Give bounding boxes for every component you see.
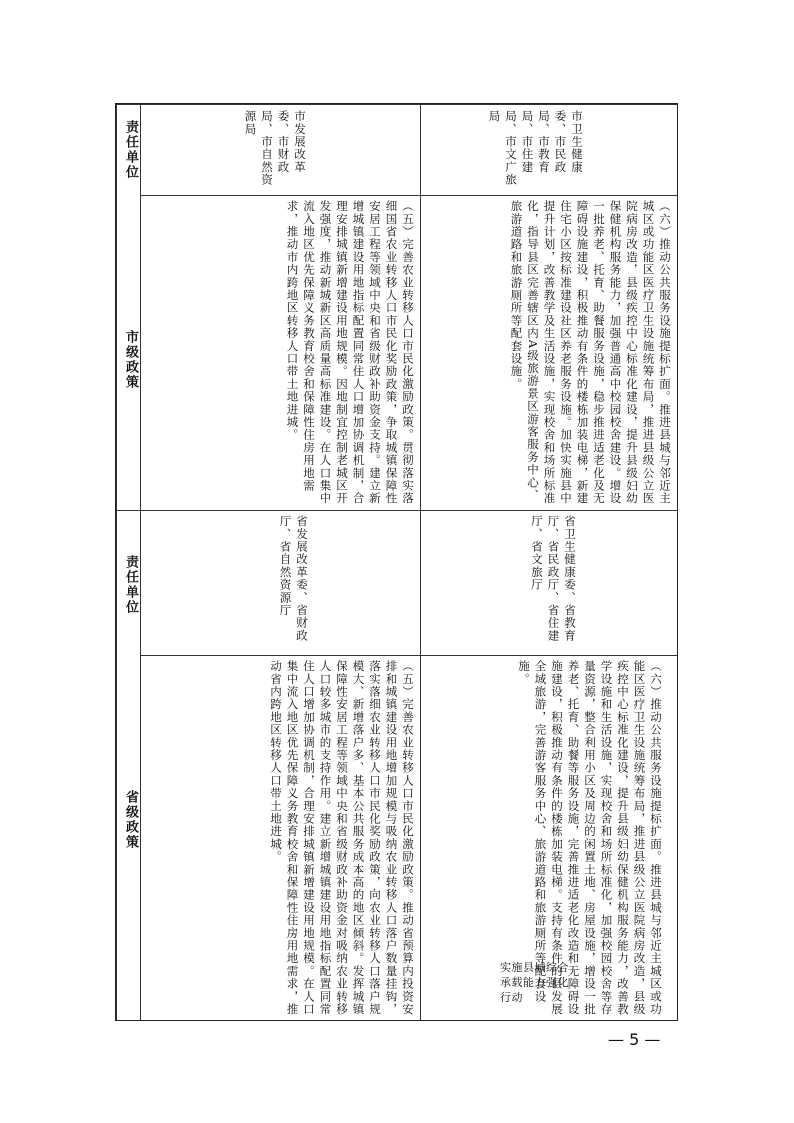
header-provincial-policy: 省级政策 [123,790,138,850]
row6-provincial-unit: 省卫生健康委、省教育厅、省民政厅、省住建厅、省文旅厅 [530,515,577,642]
row5-city-unit: 市发展改革委、市财政局、市自然资源局 [243,110,307,187]
header-city-policy: 市级政策 [123,330,138,390]
header-city-unit: 责任单位 [123,120,138,180]
row6-city-unit: 市卫生健康委、市民政局、市教育局、市住建局、市文广旅局 [487,110,584,187]
page-number: — 5 — [608,1030,661,1049]
header-provincial-unit: 责任单位 [123,555,138,615]
row5-city-policy: （五）完善农业转移人口市民化激励政策。贯彻落实落细国省农业转移人口市民化奖励政策，争取城镇保障性安居工程等领域中央和省级财政补助资金支持。建立新增城镇建设用地指标配置同常住人口增加协调机制，合理安排城镇新增建设用地规模。因地制宜控制老城区开发强度，推动新城新区高质量高标准建设。在人口集中流入地区优先保障义务教育校舍和保障性住房用地需求，推动市内跨地区转移人口带土地进城。 [285,200,415,505]
row5-provincial-unit: 省发展改革委、省财政厅、省自然资源厅 [278,515,309,642]
row6-city-policy: （六）推动公共服务设施提标扩面。推进县城与邻近主城区或功能区医疗卫生设施统筹布局，推进县级公立医院病房改造，县级疾控中心标准化建设，提升县级妇幼保健机构服务能力，加强普通高中校园校舍建设。增设一批养老、托育、助餐服务设施，稳步推进适老化及无障碍设施建设，积极推动有条件的楼栋加装电梯，新建住宅小区按标准建设社区养老服务设施。加快实施县中提升计划，改善教学及生活设施，实现校舍和场所标准化，指导县区完善辖区内A级旅游景区游客服务中心、旅游道路和旅游厕所等配套设施。 [509,200,672,505]
row6-provincial-policy: （六）推动公共服务设施提标扩面。推进县城与邻近主城区或功能区医疗卫生设施统筹布局，推进县级公立医院病房改造，县级疾控中心标准化建设，提升县级妇幼保健机构服务能力，改善教学设施和生活设施，实现校舍和场所标准化，加强校园校舍等存量资源，整合利用小区及周边的闲置土地、房屋设施，增设一批养老、托育、助餐等服务设施，完善推进适老化改造和无障碍设施建设，积极推动有条件的楼栋加装电梯。支持有条件的县发展全域旅游，完善游客服务中心、旅游道路和旅游厕所等配套设施。 [517,660,663,1016]
row-label-action: 实施县城综合承载能力强化行动 [500,961,569,1004]
row5-provincial-policy: （五）完善农业转移人口市民化激励政策。推动省预算内投资安排和城镇建设用地增加规模与吸纳农业转移人口落户数量挂钩，落实落细农业转移人口市民化奖励政策，向农业转移人口落户规模大、新增落户多、基本公共服务成本高的地区倾斜。发挥城镇保障性安居工程等领域中央和省级财政补助资金对吸纳农业转移人口较多城市的支持作用。建立新增城镇建设用地指标配置同常住人口增加协调机制，合理安排城镇新增建设用地规模。在人口集中流入地区优先保障义务教育校舍和保障性住房用地需求，推动省内跨地区转移人口带土地进城。 [269,660,415,1016]
